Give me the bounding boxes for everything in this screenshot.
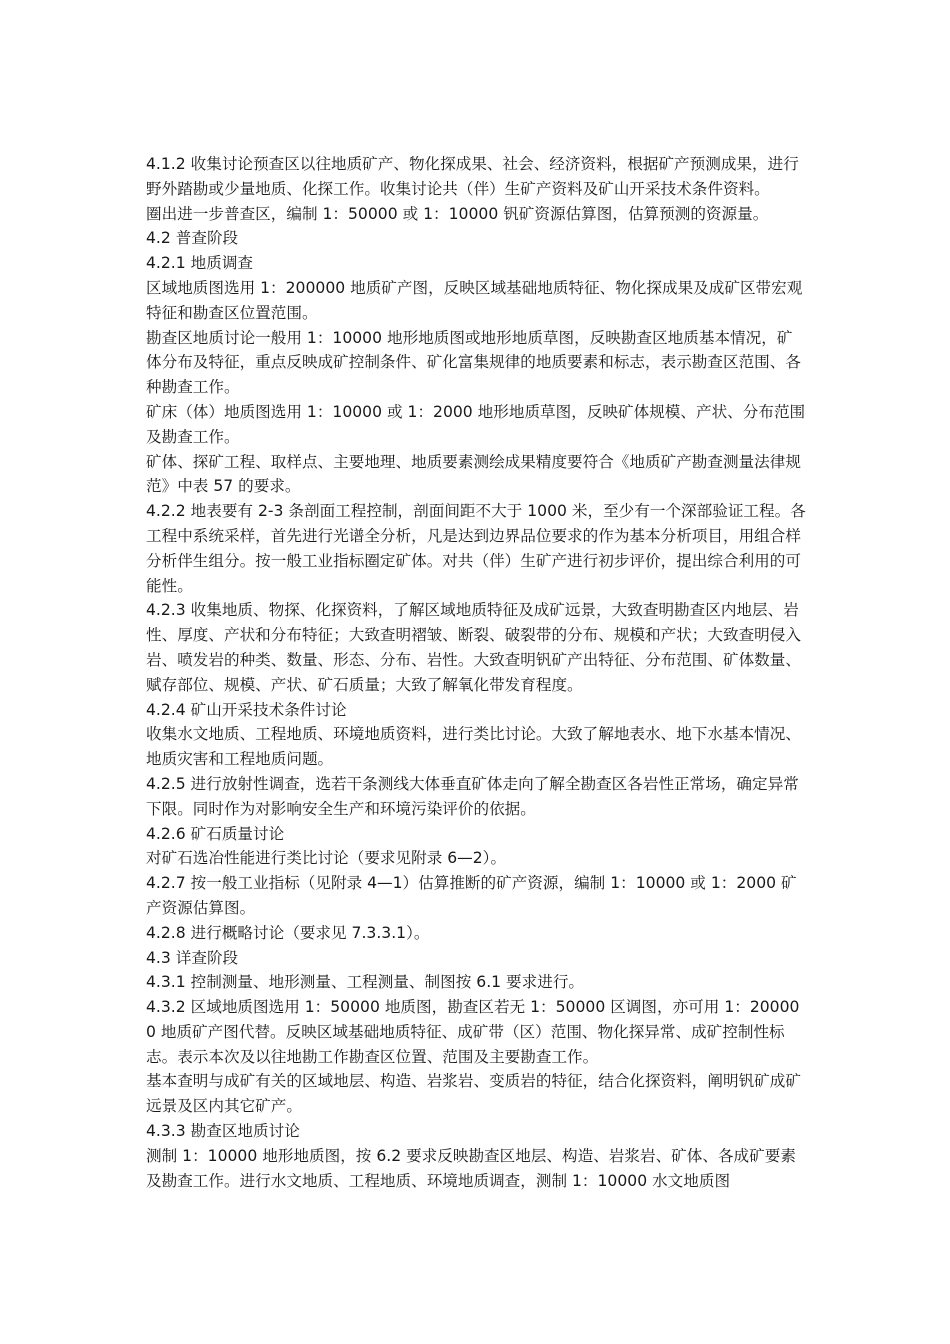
paragraph-area-geology: 勘查区地质讨论一般用 1：10000 地形地质图或地形地质草图，反映勘查区地质基本情况，矿体分布及特征，重点反映成矿控制条件、矿化富集规律的地质要素和标志，表示勘查区范围、各种勘查工作。 <box>146 328 801 397</box>
paragraph-4-3-1: 4.3.1 控制测量、地形测量、工程测量、制图按 6.1 要求进行。 <box>146 973 585 992</box>
paragraph-4-1-2: 4.1.2 收集讨论预查区以往地质矿产、物化探成果、社会、经济资料，根据矿产预测成果，进行野外踏勘或少量地质、化探工作。收集讨论共（伴）生矿产资料及矿山开采技术条件资料。 <box>146 155 799 198</box>
heading-4-3: 4.3 详查阶段 <box>146 948 239 967</box>
paragraph-regional-map: 区域地质图选用 1：200000 地质矿产图，反映区域基础地质特征、物化探成果及成矿区带宏观特征和勘查区位置范围。 <box>146 278 803 322</box>
heading-4-3-3: 4.3.3 勘查区地质讨论 <box>146 1122 300 1141</box>
paragraph-deposit-map: 矿床（体）地质图选用 1：10000 或 1：2000 地形地质草图，反映矿体规模、产状、分布范围及勘查工作。 <box>146 402 806 446</box>
paragraph-4-3-2: 4.3.2 区域地质图选用 1：50000 地质图，勘查区若无 1：50000 区调图，亦可用 1：200000 地质矿产图代替。反映区域基础地质特征、成矿带（区）范围、物化探异常、成矿控制性标志。表示本次及以往地勘工作勘查区位置、范围及主要勘查工作。 <box>146 998 800 1066</box>
paragraph-4-2-7: 4.2.7 按一般工业指标（见附录 4—1）估算推断的矿产资源，编制 1：10000 或 1：2000 矿产资源估算图。 <box>146 874 797 917</box>
document-body <box>146 152 806 1193</box>
paragraph-hydro-geology: 收集水文地质、工程地质、环境地质资料，进行类比讨论。大致了解地表水、地下水基本情况、地质灾害和工程地质问题。 <box>146 725 801 769</box>
heading-4-2: 4.2 普查阶段 <box>146 229 239 248</box>
paragraph-4-2-2: 4.2.2 地表要有 2-3 条剖面工程控制，剖面间距不大于 1000 米，至少有一个深部验证工程。各工程中系统采样，首先进行光谱全分析，凡是达到边界品位要求的作为基本分析项目，用组合样分析伴生组分。按一般工业指标圈定矿体。对共（伴）生矿产进行初步评价，提出综合利用的可能性。 <box>146 502 806 595</box>
heading-4-2-6: 4.2.6 矿石质量讨论 <box>146 824 285 843</box>
paragraph-delineate-survey-area: 圈出进一步普查区，编制 1：50000 或 1：10000 钒矿资源估算图，估算预测的资源量。 <box>146 204 769 223</box>
paragraph-4-2-5: 4.2.5 进行放射性调查，选若干条测线大体垂直矿体走向了解全勘查区各岩性正常场，确定异常下限。同时作为对影响安全生产和环境污染评价的依据。 <box>146 774 799 818</box>
paragraph-regional-strata: 基本查明与成矿有关的区域地层、构造、岩浆岩、变质岩的特征，结合化探资料，阐明钒矿成矿远景及区内其它矿产。 <box>146 1072 801 1116</box>
paragraph-topographic-map: 测制 1：10000 地形地质图，按 6.2 要求反映勘查区地层、构造、岩浆岩、矿体、各成矿要素及勘查工作。进行水文地质、工程地质、环境地质调查，测制 1：10000 水文地质图 <box>146 1146 796 1190</box>
heading-4-2-1: 4.2.1 地质调查 <box>146 254 254 273</box>
paragraph-ore-dressing: 对矿石选冶性能进行类比讨论（要求见附录 6—2）。 <box>146 849 507 868</box>
heading-4-2-4: 4.2.4 矿山开采技术条件讨论 <box>146 700 347 719</box>
paragraph-survey-precision: 矿体、探矿工程、取样点、主要地理、地质要素测绘成果精度要符合《地质矿产勘查测量法律规范》中表 57 的要求。 <box>146 452 801 496</box>
paragraph-4-2-8: 4.2.8 进行概略讨论（要求见 7.3.3.1）。 <box>146 923 430 942</box>
paragraph-4-2-3: 4.2.3 收集地质、物探、化探资料，了解区域地质特征及成矿远景，大致查明勘查区内地层、岩性、厚度、产状和分布特征；大致查明褶皱、断裂、破裂带的分布、规模和产状；大致查明侵入岩、喷发岩的种类、数量、形态、分布、岩性。大致查明钒矿产出特征、分布范围、矿体数量、赋存部位、规模、产状、矿石质量；大致了解氧化带发育程度。 <box>146 601 801 694</box>
